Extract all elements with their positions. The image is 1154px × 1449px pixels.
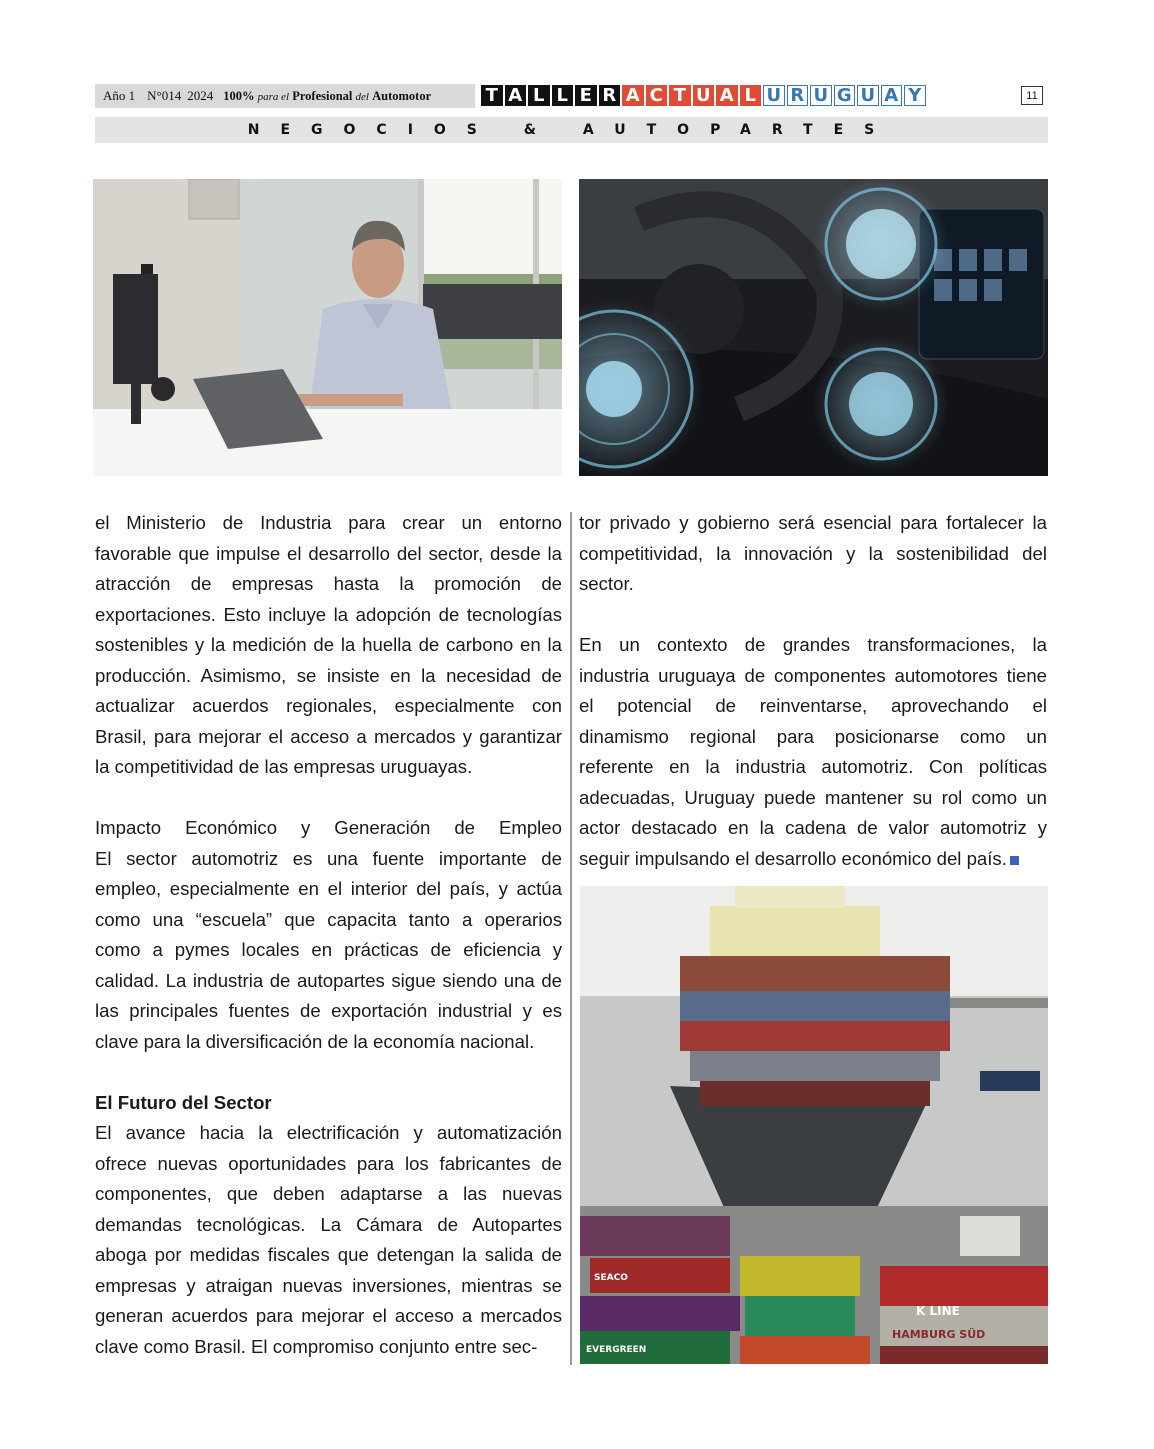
subheading: Impacto Económico y Generación de Empleo xyxy=(95,817,562,838)
paragraph: tor privado y gobierno será esencial para fortalecer la competitividad, la innovación y la sostenibilidad del sector. xyxy=(579,512,1047,594)
logo-letter: R xyxy=(787,85,809,106)
header-bar xyxy=(95,84,475,108)
man-at-desk-photo xyxy=(93,179,562,476)
issue-year: Año 1 xyxy=(103,88,136,103)
left-column xyxy=(95,508,562,1362)
page-number: 11 xyxy=(1021,86,1043,105)
container-label: HAMBURG SÜD xyxy=(892,1328,986,1341)
logo-letter: C xyxy=(646,85,668,106)
section-heading: El Futuro del Sector xyxy=(95,1091,272,1113)
logo-letter: U xyxy=(693,85,715,106)
logo-letter: L xyxy=(528,85,550,106)
logo-letter: A xyxy=(622,85,644,106)
paragraph: El avance hacia la electrificación y automatización ofrece nuevas oportunidades para los fabricantes de componentes, que deben adaptarse a las nuevas demandas tecnológicas. La Cámara de Autopartes aboga por medidas fiscales que detengan la salida de empresas y atraigan nuevas inversiones, mientras se generan acuerdos para mejorar el acceso a mercados clave como Brasil. El compromiso conjunto entre sec- xyxy=(95,1122,562,1357)
car-dashboard-photo xyxy=(579,179,1048,476)
logo-letter: A xyxy=(505,85,527,106)
cargo-ship-photo xyxy=(580,886,1048,1364)
logo-letter: R xyxy=(599,85,621,106)
paragraph: el Ministerio de Industria para crear un entorno favorable que impulse el desarrollo del sector, desde la atracción de empresas hasta la promoción de exportaciones. Esto incluye la adopción de tecnologías sostenibles y la medición de la huella de carbono en la producción. Asimismo, se insiste en la necesidad de actualizar acuerdos regionales, especialmente con Brasil, para mejorar el acceso a mercados y garantizar la competitividad de las empresas uruguayas. xyxy=(95,512,562,777)
container-label: K LINE xyxy=(916,1304,960,1318)
issue-date: 2024 xyxy=(187,88,214,103)
logo-letter: U xyxy=(810,85,832,106)
logo-letter: A xyxy=(881,85,903,106)
logo-letter: T xyxy=(481,85,503,106)
paragraph: El sector automotriz es una fuente importante de empleo, especialmente en el interior del país, y actúa como una “escuela” que capacita tanto a operarios como a pymes locales en prácticas de eficiencia y calidad. La industria de autopartes sigue siendo una de las principales fuentes de exportación industrial y es clave para la diversificación de la economía nacional. xyxy=(95,847,562,1052)
logo-letter: E xyxy=(575,85,597,106)
logo-letter: L xyxy=(552,85,574,106)
right-column xyxy=(579,508,1047,874)
logo-letter: U xyxy=(763,85,785,106)
logo-letter: L xyxy=(740,85,762,106)
logo-letter: T xyxy=(669,85,691,106)
logo-letter: G xyxy=(834,85,856,106)
container-label: SEACO xyxy=(594,1273,628,1283)
logo-letter: Y xyxy=(904,85,926,106)
paragraph: En un contexto de grandes transformaciones, la industria uruguaya de componentes automotores tiene el potencial de reinventarse, aprovechando el dinamismo regional para posicionarse como un referente en la industria automotriz. Con políticas adecuadas, Uruguay puede mantener su rol como un actor destacado en la cadena de valor automotriz y seguir impulsando el desarrollo económico del país. xyxy=(579,634,1047,869)
brand-logo xyxy=(481,85,928,106)
logo-letter: A xyxy=(716,85,738,106)
container-label: EVERGREEN xyxy=(586,1345,647,1355)
tagline: 100% para el Profesional del Automotor xyxy=(223,88,432,103)
column-divider xyxy=(570,512,572,1365)
issue-number: N°014 xyxy=(147,88,182,103)
logo-letter: U xyxy=(857,85,879,106)
section-title: NEGOCIOS & AUTOPARTES xyxy=(95,117,1048,143)
end-mark xyxy=(1010,856,1019,865)
